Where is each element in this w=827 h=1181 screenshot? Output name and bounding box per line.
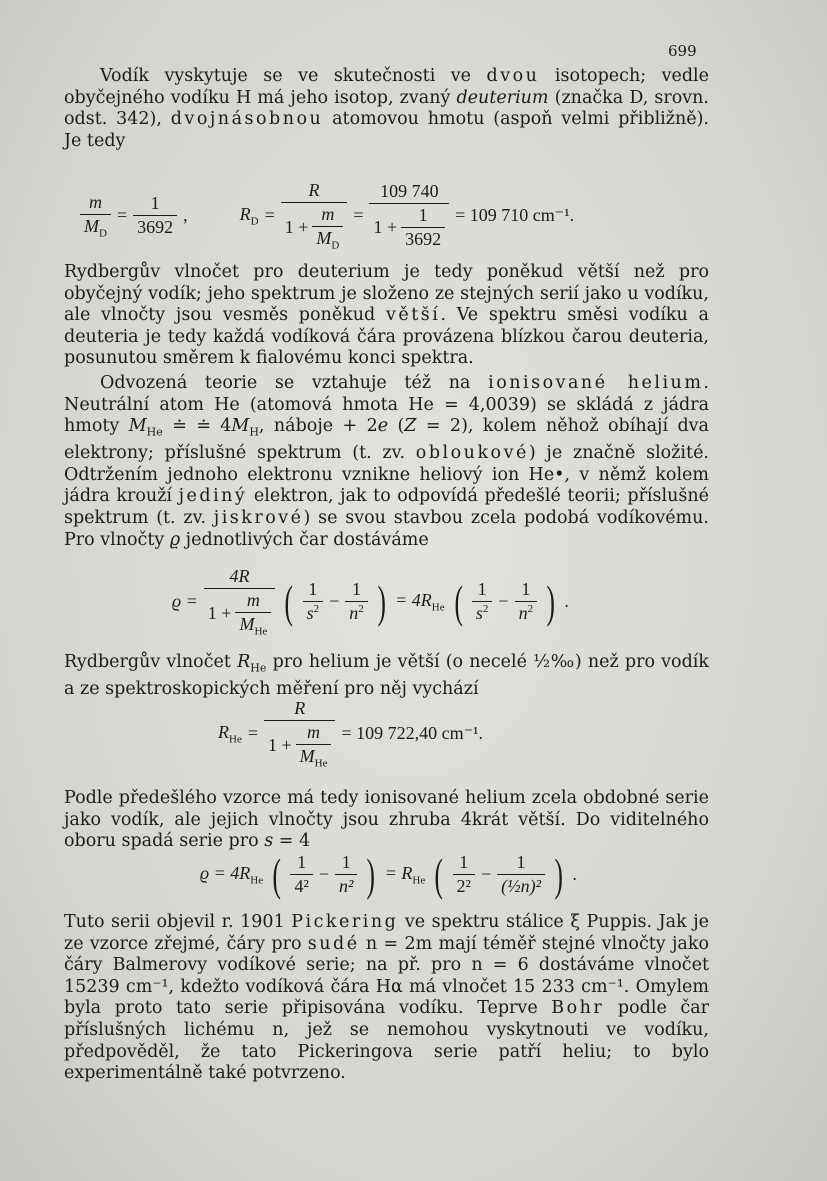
paragraph-isotopes: Vodík vyskytuje se ve skutečnosti ve dvou isotopech; vedle obyčejného vodíku H má jeho isotop, zvaný deuterium (značka D, srovn. odst. 342), dvojnásobnou atomovou hmotu (aspoň velmi přibližně). Je tedy bbox=[64, 66, 710, 151]
paragraph-ionized-helium: Odvozená teorie se vztahuje též na ionisované helium. Neutrální atom He (atomová hmota He = 4,0039) se skládá z jádra hmoty $M_{He}$ ≐ ≐ $4M_H$, náboje + 2e (Z = 2), kolem něhož obíhají dva elektrony; příslušné spektrum (t. zv. obloukové) je značně složité. Odtržením jednoho elektronu vznikne heliový ion He•, v němž kolem jádra krouží jediný elektron, jak to odpovídá předešlé teorii; příslušné spektrum (t. zv. jiskrové) se svou stavbou zcela podobá vodíkovému. Pro vlnočty ϱ jednotlivých čar dostáváme bbox=[64, 373, 709, 550]
page-number: 699 bbox=[668, 42, 697, 60]
equation-deuterium: $\frac{m}{M_D}$ = $\frac{1}{3692}$ , $R_D$ = R 1 + $\frac{m}{M_D}$ = 109 740 1 + $\frac{1}{3692}$ = 109 710 cm⁻¹. bbox=[80, 180, 574, 252]
equation-pickering-series: $ϱ = 4R_{He}$ ( $\frac{1}{\text{4²}}$ − $\frac{1}{\text{n²}}$ ) = $R_{He}$ ( $\frac{1}{\text{2²}}$ − $\frac{1}{\text{(½n)²}}$ ) . bbox=[200, 848, 577, 900]
paragraph-rydberg-deuterium: Rydbergův vlnočet pro deuterium je tedy poněkud větší než pro obyčejný vodík; jeho spektrum je složeno ze stejných serií jako u vodíku, ale vlnočty jsou vesměs poněkud větší. Ve spektru směsi vodíku a deuteria je tedy každá vodíková čára provázena blízkou čarou deuteria, posunutou směrem k fialovému konci spektra. bbox=[64, 262, 709, 369]
paragraph-helium-series: Podle předešlého vzorce má tedy ionisované helium zcela obdobné serie jako vodík, ale jejich vlnočty jsou zhruba 4krát větší. Do viditelného oboru spadá serie pro s = 4 bbox=[64, 788, 709, 852]
equation-helium-wavenumber: ϱ = 4R 1 + $\frac{m}{M_{He}}$ ( $\frac{1}{s^2}$ − $\frac{1}{n^2}$ ) = $4R_{He}$ ( $\frac{1}{s^2}$ − $\frac{1}{n^2}$ ) . bbox=[172, 566, 569, 638]
paragraph-rydberg-helium: Rydbergův vlnočet $R_{He}$ pro helium je větší (o necelé ½‰) než pro vodík a ze spektroskopických měření pro něj vychází bbox=[64, 652, 709, 700]
equation-rydberg-helium: $R_{He}$ = R 1 + $\frac{m}{M_{He}}$ = 109 722,40 cm⁻¹. bbox=[218, 698, 484, 770]
paragraph-pickering: Tuto serii objevil r. 1901 Pickering ve spektru stálice ξ Puppis. Jak je ze vzorce zřejmé, čáry pro sudé n = 2m mají téměř stejné vlnočty jako čáry Balmerovy vodíkové serie; na př. pro n = 6 dostáváme vlnočet 15239 cm⁻¹, kdežto vodíková čára Hα má vlnočet 15 233 cm⁻¹. Omylem byla proto tato serie připisována vodíku. Teprve Bohr podle čar příslušných lichému n, jež se nemohou vyskytnouti ve vodíku, předpověděl, že tato Pickeringova serie patří heliu; to bylo experimentálně také potvrzeno. bbox=[64, 912, 709, 1084]
